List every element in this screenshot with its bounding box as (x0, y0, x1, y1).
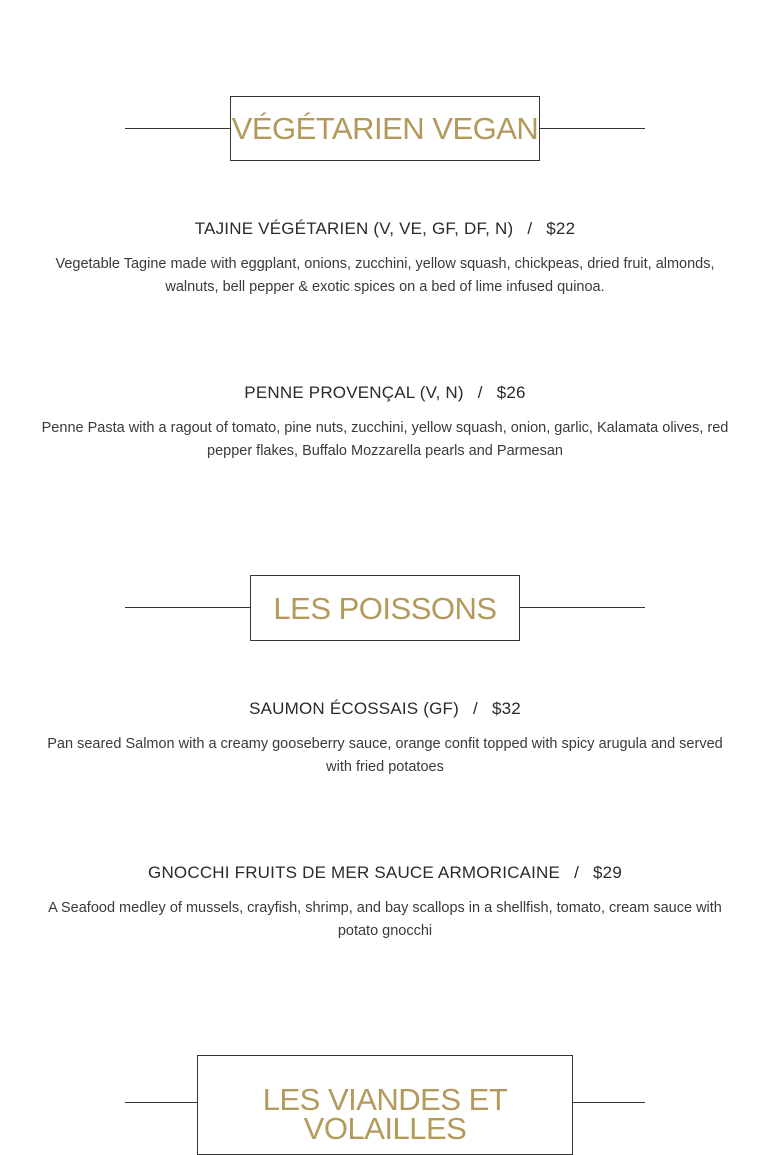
dish-separator: / (574, 863, 580, 882)
dish-title (30, 383, 740, 403)
section-title-box (230, 96, 540, 161)
dish-description: Vegetable Tagine made with eggplant, onions, zucchini, yellow squash, chickpeas, dried fruit, almonds, walnuts, bell pepper & exotic spices on a bed of lime infused quinoa. (55, 256, 715, 295)
dish-title (30, 863, 740, 883)
dish-price: $29 (593, 863, 622, 882)
dish-price: $22 (546, 219, 576, 238)
section-title: VÉGÉTARIEN VEGAN (231, 111, 539, 146)
menu-item (30, 219, 740, 298)
menu-item (30, 383, 740, 462)
dish-description: A Seafood medley of mussels, crayfish, shrimp, and bay scallops in a shellfish, tomato, cream sauce with potato gnocchi (48, 900, 722, 939)
section-header-viandes (125, 1055, 645, 1155)
dish-name: PENNE PROVENÇAL (V, N) (244, 383, 464, 402)
menu-item (30, 699, 740, 778)
dish-separator: / (473, 699, 478, 718)
dish-name: SAUMON ÉCOSSAIS (GF) (249, 699, 459, 718)
dish-separator: / (527, 219, 533, 238)
section-header-vegetarien (125, 96, 645, 161)
dish-price: $32 (491, 699, 521, 718)
section-title-box (197, 1055, 573, 1155)
dish-name: TAJINE VÉGÉTARIEN (V, VE, GF, DF, N) (194, 219, 514, 238)
section-title-box (250, 575, 520, 641)
dish-price: $26 (496, 383, 526, 402)
dish-description: Pan seared Salmon with a creamy gooseberry sauce, orange confit topped with spicy arugula and served with fried potatoes (47, 736, 723, 775)
dish-name: GNOCCHI FRUITS DE MER SAUCE ARMORICAINE (148, 863, 561, 882)
dish-title (30, 699, 740, 719)
dish-description: Penne Pasta with a ragout of tomato, pine nuts, zucchini, yellow squash, onion, garlic, Kalamata olives, red pepper flakes, Buffalo Mozzarella pearls and Parmesan (41, 420, 729, 459)
dish-separator: / (477, 383, 483, 402)
section-title-line1: LES VIANDES ET (262, 1082, 508, 1117)
section-title-line2: VOLAILLES (303, 1111, 467, 1146)
dish-title (30, 219, 740, 239)
menu-item (30, 863, 740, 942)
section-title: LES POISSONS (273, 590, 497, 626)
section-header-poissons (125, 575, 645, 641)
